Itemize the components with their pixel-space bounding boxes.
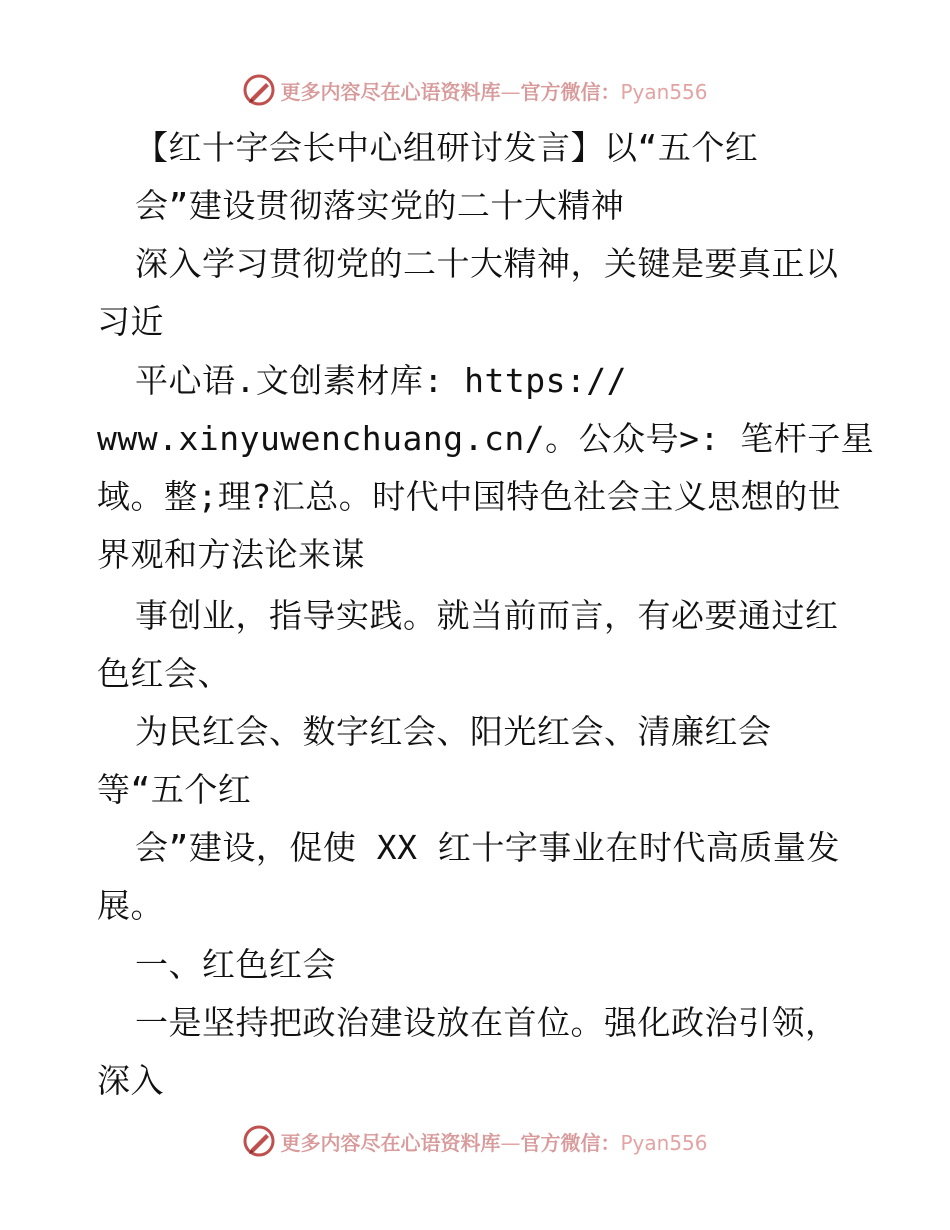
text-line: 为民红会、数字红会、阳光红会、清廉红会 <box>135 712 772 751</box>
text-line: 展。 <box>97 886 164 925</box>
text-line: 等“五个红 <box>97 770 252 809</box>
header-wechat-id: Pyan556 <box>620 79 708 104</box>
footer-watermark-text <box>280 1127 707 1156</box>
footer-wechat-label: 官方微信： <box>520 1130 621 1155</box>
pen-logo-icon <box>242 73 276 107</box>
section-heading: 一、红色红会 <box>135 945 336 984</box>
text-line: www.xinyuwenchuang.cn/。公众号>: 笔杆子星 <box>97 419 875 458</box>
header-dash: — <box>500 79 521 104</box>
footer-brand: 更多内容尽在心语资料库 <box>280 1130 501 1155</box>
text-line: 习近 <box>97 302 164 341</box>
text-line: 域。整;理?汇总。时代中国特色社会主义思想的世 <box>97 477 842 516</box>
footer-watermark <box>0 1121 950 1161</box>
header-watermark <box>0 70 950 110</box>
title-line-2: 会”建设贯彻落实党的二十大精神 <box>135 186 625 225</box>
text-line: 界观和方法论来谋 <box>97 535 365 574</box>
text-line: 深入学习贯彻党的二十大精神，关键是要真正以 <box>135 244 839 283</box>
text-line: 平心语.文创素材库: https:// <box>135 361 628 400</box>
text-line: 事创业，指导实践。就当前而言，有必要通过红 <box>135 596 839 635</box>
title-line-1: 【红十字会长中心组研讨发言】以“五个红 <box>135 128 759 167</box>
header-watermark-text <box>280 76 707 105</box>
header-wechat-label: 官方微信： <box>520 79 621 104</box>
pen-logo-icon <box>242 1124 276 1158</box>
footer-dash: — <box>500 1130 521 1155</box>
text-line: 色红会、 <box>97 654 231 693</box>
text-line: 一是坚持把政治建设放在首位。强化政治引领， <box>135 1003 839 1042</box>
footer-wechat-id: Pyan556 <box>620 1130 708 1155</box>
text-line: 深入 <box>97 1061 164 1100</box>
text-line: 会”建设，促使 XX 红十字事业在时代高质量发 <box>135 828 840 867</box>
header-brand: 更多内容尽在心语资料库 <box>280 79 501 104</box>
